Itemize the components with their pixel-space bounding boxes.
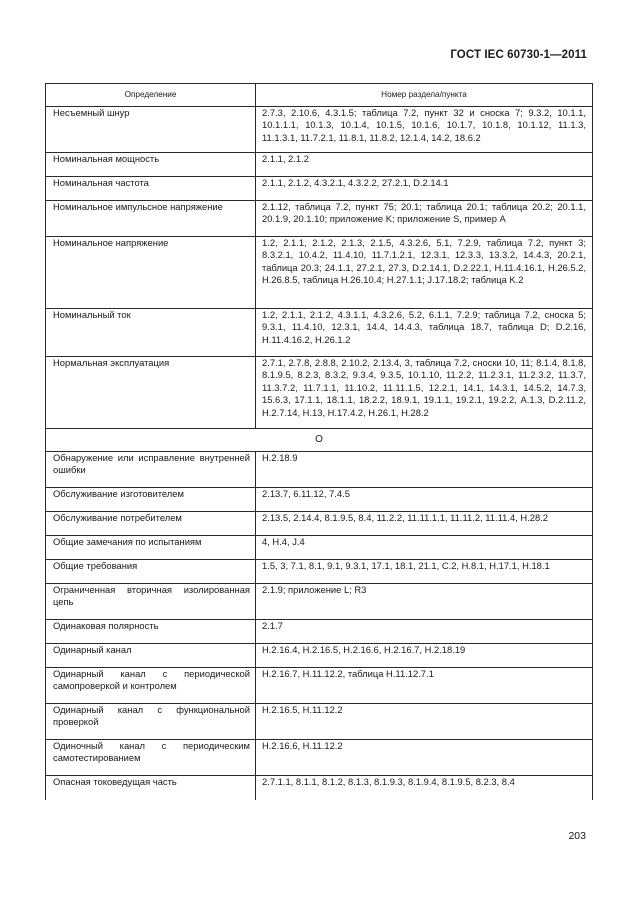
table-body bbox=[46, 107, 593, 800]
table-row bbox=[46, 237, 593, 309]
term-cell: Обнаружение или исправление внутренней ошибки bbox=[46, 452, 256, 488]
term-cell: Обслуживание потребителем bbox=[46, 512, 256, 536]
index-table bbox=[45, 83, 593, 800]
table-row bbox=[46, 153, 593, 177]
table-row bbox=[46, 644, 593, 668]
term-cell: Номинальный ток bbox=[46, 309, 256, 357]
term-cell: Номинальное импульсное напряжение bbox=[46, 201, 256, 237]
reference-cell: H.2.16.4, H.2.16.5, H.2.16.6, H.2.16.7, H.2.18.19 bbox=[256, 644, 593, 668]
table-row bbox=[46, 107, 593, 153]
term-cell: Номинальная мощность bbox=[46, 153, 256, 177]
reference-cell: 2.1.1, 2.1.2, 4.3.2.1, 4.3.2.2, 27.2.1, D.2.14.1 bbox=[256, 177, 593, 201]
table-row bbox=[46, 620, 593, 644]
table-row bbox=[46, 309, 593, 357]
term-cell: Номинальное напряжение bbox=[46, 237, 256, 309]
reference-cell: 2.1.1, 2.1.2 bbox=[256, 153, 593, 177]
term-cell: Общие требования bbox=[46, 560, 256, 584]
document-header: ГОСТ IEC 60730-1—2011 bbox=[450, 49, 587, 61]
table-row bbox=[46, 452, 593, 488]
table-row bbox=[46, 560, 593, 584]
reference-cell: 2.1.9; приложение L; R3 bbox=[256, 584, 593, 620]
reference-cell: H.2.16.7, H.11.12.2, таблица H.11.12.7.1 bbox=[256, 668, 593, 704]
table-row bbox=[46, 584, 593, 620]
table-row bbox=[46, 201, 593, 237]
reference-cell: 1.2, 2.1.1, 2.1.2, 4.3.1.1, 4.3.2.6, 5.2, 6.1.1, 7.2.9; таблица 7.2, сноска 5; 9.3.1, 11.4.10, 12.3.1, 14.4, 14.4.3, таблица 18.7, таблица D; D.2.16, H.11.4.16.2, H.26.1.2 bbox=[256, 309, 593, 357]
term-cell: Нормальная эксплуатация bbox=[46, 357, 256, 429]
term-cell: Одинарный канал с периодической самопроверкой и контролем bbox=[46, 668, 256, 704]
column-header-reference: Номер раздела/пункта bbox=[256, 84, 593, 107]
table-row bbox=[46, 177, 593, 201]
reference-cell: 1.5, 3, 7.1, 8.1, 9.1, 9.3.1, 17.1, 18.1, 21.1, C.2, H.8.1, H.17.1, H.18.1 bbox=[256, 560, 593, 584]
term-cell: Номинальная частота bbox=[46, 177, 256, 201]
reference-cell: H.2.16.6, H.11.12.2 bbox=[256, 740, 593, 776]
table-row bbox=[46, 512, 593, 536]
term-cell: Одинарный канал bbox=[46, 644, 256, 668]
term-cell: Одиночный канал с периодическим самотестированием bbox=[46, 740, 256, 776]
reference-cell: H.2.18.9 bbox=[256, 452, 593, 488]
term-cell: Опасная токоведущая часть bbox=[46, 776, 256, 800]
reference-cell: 4, H.4, J.4 bbox=[256, 536, 593, 560]
section-letter-row bbox=[46, 429, 593, 452]
reference-cell: 2.1.7 bbox=[256, 620, 593, 644]
reference-cell: 2.7.3, 2.10.6, 4.3.1.5; таблица 7.2, пункт 32 и сноска 7; 9.3.2, 10.1.1, 10.1.1.1, 10.1.3, 10.1.4, 10.1.5, 10.1.6, 10.1.7, 10.1.8, 10.1.12, 11.1.3, 11.1.3.1, 11.7.2.1, 11.8.1, 11.8.2, 12.1.4, 14.2, 18.6.2 bbox=[256, 107, 593, 153]
section-letter: O bbox=[46, 429, 593, 452]
term-cell: Ограниченная вторичная изолированная цепь bbox=[46, 584, 256, 620]
term-cell: Обслуживание изготовителем bbox=[46, 488, 256, 512]
table-row bbox=[46, 668, 593, 704]
term-cell: Общие замечания по испытаниям bbox=[46, 536, 256, 560]
term-cell: Несъемный шнур bbox=[46, 107, 256, 153]
table-header-row bbox=[46, 84, 593, 107]
reference-cell: 2.13.5, 2.14.4, 8.1.9.5, 8.4, 11.2.2, 11.11.1.1, 11.11.2, 11.11.4, H.28.2 bbox=[256, 512, 593, 536]
reference-cell: 2.13.7, 6.11.12, 7.4.5 bbox=[256, 488, 593, 512]
term-cell: Одинарный канал с функциональной проверкой bbox=[46, 704, 256, 740]
reference-cell: 2.7.1, 2.7.8, 2.8.8, 2.10.2, 2.13.4, 3, таблица 7.2, сноски 10, 11; 8.1.4, 8.1.8, 8.1.9.5, 8.2.3, 8.3.2, 9.3.4, 9.3.5, 10.1.10, 11.2.2, 11.2.3.1, 11.2.3.2, 11.3.7, 11.3.7.2, 11.7.1.1, 11.10.2, 11.11.1.5, 12.2.1, 14.1, 14.3.1, 14.5.2, 14.7.3, 15.6.3, 17.1.1, 18.1.1, 18.2.2, 18.9.1, 19.1.1, 19.2.1, 19.2.2, A.1.3, D.2.11.2, H.2.7.14, H.13, H.17.4.2, H.26.1, H.28.2 bbox=[256, 357, 593, 429]
page-number: 203 bbox=[568, 830, 586, 842]
column-header-definition: Определение bbox=[46, 84, 256, 107]
reference-cell: 1.2, 2.1.1, 2.1.2, 2.1.3, 2.1.5, 4.3.2.6, 5.1, 7.2.9, таблица 7.2, пункт 3; 8.3.2.1, 10.4.2, 11.4.10, 11.7.1.2.1, 12.3.1, 12.3.3, 13.3.2, 14.4.3, 20.2.1, таблица 20.3; 24.1.1, 27.2.1, 27.3, D.2.14.1, D.2.22.1, H.11.4.16.1, H.26.5.2, H.26.8.5, таблица H.26.10.4; H.27.1.1; J.17.18.2; таблица K.2 bbox=[256, 237, 593, 309]
reference-cell: 2.1.12, таблица 7.2, пункт 75; 20.1; таблица 20.1; таблица 20.2; 20.1.1, 20.1.9, 20.1.10; приложение K; приложение S, пример A bbox=[256, 201, 593, 237]
term-cell: Одинаковая полярность bbox=[46, 620, 256, 644]
reference-cell: 2.7.1.1, 8.1.1, 8.1.2, 8.1.3, 8.1.9.3, 8.1.9.4, 8.1.9.5, 8.2.3, 8.4 bbox=[256, 776, 593, 800]
table-row bbox=[46, 357, 593, 429]
table-row bbox=[46, 740, 593, 776]
table-row bbox=[46, 704, 593, 740]
reference-cell: H.2.16.5, H.11.12.2 bbox=[256, 704, 593, 740]
table-row bbox=[46, 536, 593, 560]
table-row bbox=[46, 488, 593, 512]
table-row bbox=[46, 776, 593, 800]
